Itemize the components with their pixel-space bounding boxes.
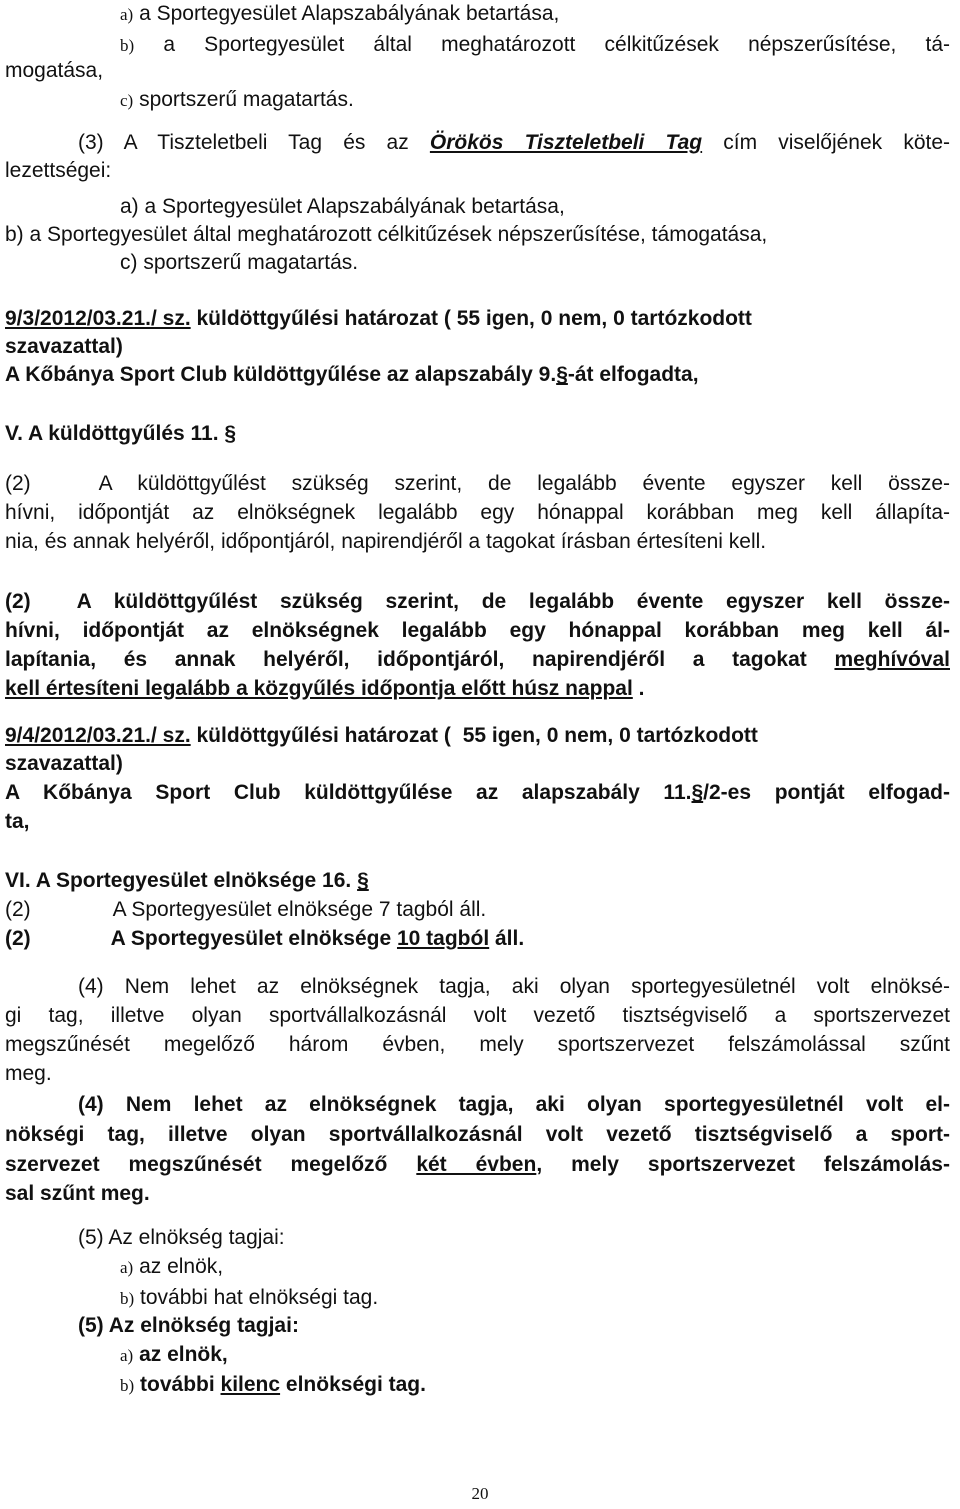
para4-new-line4: sal szűnt meg. xyxy=(5,1182,150,1205)
section-sign: § xyxy=(357,869,369,892)
para3-item-b: b) a Sportegyesület által meghatározott célkitűzések népszerűsítése, támogatása, xyxy=(5,223,768,246)
resolution1-line2: szavazattal) xyxy=(5,335,123,358)
resolution2-line1: 9/4/2012/03.21./ sz. küldöttgyűlési határozat ( 55 igen, 0 nem, 0 tartózkodott xyxy=(5,724,758,747)
resolution-number: 9/3/2012/03.21./ sz. xyxy=(5,307,191,330)
para5-old-item-a: a) az elnök, xyxy=(120,1255,224,1278)
para2-old-line1: (2) A küldöttgyűlést szükség szerint, de legalább évente egyszer kell össze- xyxy=(5,472,950,495)
section-sign: § xyxy=(691,781,704,804)
para2-old-line3: nia, és annak helyéről, időpontjáról, napirendjéről a tagokat írásban értesíteni kell. xyxy=(5,530,767,553)
list-text: a Sportegyesület Alapszabályának betartása, xyxy=(139,2,560,25)
list-text: a Sportegyesület által meghatározott célkitűzések népszerűsítése, tá- xyxy=(163,33,950,56)
para5-new-item-b: b) további kilenc elnökségi tag. xyxy=(120,1373,426,1396)
list-marker: b) xyxy=(120,36,135,55)
para3-line2: lezettségei: xyxy=(5,159,112,182)
para4-new-line1: (4) Nem lehet az elnökségnek tagja, aki olyan sportegyesületnél volt el- xyxy=(78,1093,950,1116)
page-number: 20 xyxy=(471,1484,489,1503)
list-marker: c) xyxy=(120,91,134,110)
para5-new-item-a: a) az elnök, xyxy=(120,1343,228,1366)
para2-new-line3: lapítania, és annak helyéről, időpontjáról, napirendjéről a tagokat meghívóval xyxy=(5,648,950,671)
para5-old-line1: (5) Az elnökség tagjai: xyxy=(78,1226,285,1249)
para4-old-line2: gi tag, illetve olyan sportvállalkozásnál volt vezető tisztségviselő a sportszervezet xyxy=(5,1004,950,1027)
para3-line1: (3) A Tiszteletbeli Tag és az Örökös Tiszteletbeli Tag cím viselőjének köte- xyxy=(78,131,950,154)
resolution1-line3: A Kőbánya Sport Club küldöttgyűlése az alapszabály 9.§-át elfogadta, xyxy=(5,363,699,386)
section6-old: (2) A Sportegyesület elnöksége 7 tagból áll. xyxy=(5,898,487,921)
section6-new: (2) A Sportegyesület elnöksége 10 tagból áll. xyxy=(5,927,525,950)
resolution-number: 9/4/2012/03.21./ sz. xyxy=(5,724,191,747)
resolution2-line4: ta, xyxy=(5,810,30,833)
section5-heading: V. A küldöttgyűlés 11. § xyxy=(5,422,237,445)
para4-old-line1: (4) Nem lehet az elnökségnek tagja, aki olyan sportegyesületnél volt elnöksé- xyxy=(78,975,950,998)
para5-new-line1: (5) Az elnökség tagjai: xyxy=(78,1314,299,1337)
list-item-c xyxy=(120,87,354,114)
para4-new-line3: szervezet megszűnését megelőző két évben, mely sportszervezet felszámolás- xyxy=(5,1153,950,1176)
section6-heading: VI. A Sportegyesület elnöksége 16. § xyxy=(5,869,369,892)
para3-item-c: c) sportszerű magatartás. xyxy=(120,251,359,274)
list-marker: a) xyxy=(120,5,134,24)
para4-old-line3: megszűnését megelőző három évben, mely sportszervezet felszámolással szűnt xyxy=(5,1033,950,1056)
para2-new-line2: hívni, időpontját az elnökségnek legalább egy hónappal korábban meg kell ál- xyxy=(5,619,950,642)
resolution1-line1: 9/3/2012/03.21./ sz. küldöttgyűlési határozat ( 55 igen, 0 nem, 0 tartózkodott xyxy=(5,307,752,330)
section-sign: § xyxy=(556,363,568,386)
section-sign: § xyxy=(224,422,237,445)
resolution2-line2: szavazattal) xyxy=(5,752,123,775)
honorary-title: Örökös Tiszteletbeli Tag xyxy=(429,131,703,154)
list-item-a xyxy=(120,1,559,28)
para4-old-line4: meg. xyxy=(5,1062,52,1085)
para4-new-line2: nökségi tag, illetve olyan sportvállalkozásnál volt vezető tisztségviselő a sport- xyxy=(5,1123,950,1146)
list-item-b-cont: mogatása, xyxy=(5,59,104,82)
para2-old-line2: hívni, időpontját az elnökségnek legalább egy hónappal korábban meg kell állapíta- xyxy=(5,501,950,524)
para5-old-item-b: b) további hat elnökségi tag. xyxy=(120,1286,379,1309)
list-item-b xyxy=(120,32,950,59)
list-text: sportszerű magatartás. xyxy=(139,88,354,111)
para2-new-line4: kell értesíteni legalább a közgyűlés időpontja előtt húsz nappal . xyxy=(5,677,645,700)
para2-new-line1: (2) A küldöttgyűlést szükség szerint, de legalább évente egyszer kell össze- xyxy=(5,590,950,613)
para3-item-a: a) a Sportegyesület Alapszabályának betartása, xyxy=(120,195,565,218)
resolution2-line3: A Kőbánya Sport Club küldöttgyűlése az alapszabály 11.§/2-es pontját elfogad- xyxy=(5,781,951,804)
